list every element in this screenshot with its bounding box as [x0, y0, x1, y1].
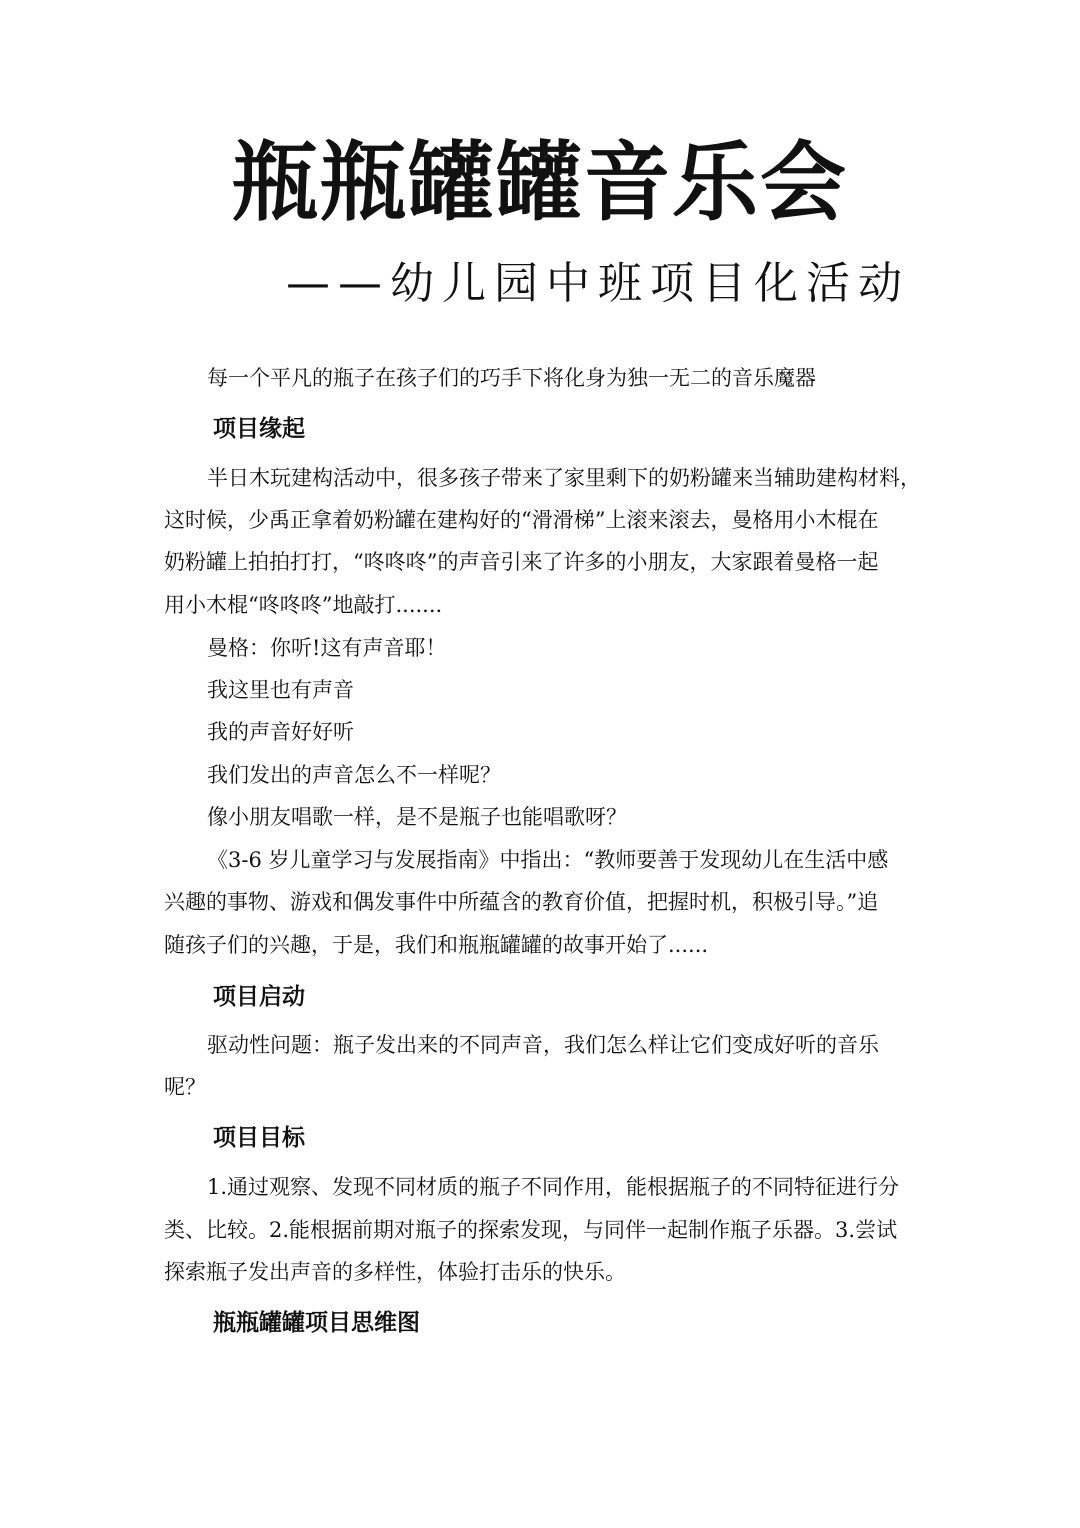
paragraph-line: 1.通过观察、发现不同材质的瓶子不同作用，能根据瓶子的不同特征进行分 [207, 1175, 900, 1199]
paragraph-line: 类、比较。2.能根据前期对瓶子的探索发现，与同伴一起制作瓶子乐器。3.尝试 [164, 1218, 898, 1242]
dialogue-line: 曼格：你听!这有声音耶！ [207, 636, 447, 660]
paragraph-line: 奶粉罐上拍拍打打，“咚咚咚”的声音引来了许多的小朋友，大家跟着曼格一起 [164, 550, 879, 574]
dialogue-line: 像小朋友唱歌一样，是不是瓶子也能唱歌呀？ [207, 805, 627, 829]
dialogue-line: 我们发出的声音怎么不一样呢？ [207, 763, 501, 787]
heading-project-launch: 项目启动 [213, 984, 305, 1010]
paragraph-line: 随孩子们的兴趣，于是，我们和瓶瓶罐罐的故事开始了...... [164, 933, 709, 957]
intro-paragraph: 每一个平凡的瓶子在孩子们的巧手下将化身为独一无二的音乐魔器 [207, 366, 816, 390]
paragraph-line: 呢？ [164, 1075, 206, 1099]
paragraph-line: 驱动性问题：瓶子发出来的不同声音，我们怎么样让它们变成好听的音乐 [207, 1033, 879, 1057]
paragraph-line: 探索瓶子发出声音的多样性，体验打击乐的快乐。 [164, 1260, 626, 1284]
document-title: 瓶瓶罐罐音乐会 [232, 132, 848, 233]
heading-mind-map: 瓶瓶罐罐项目思维图 [213, 1310, 420, 1336]
dialogue-line: 我的声音好好听 [207, 720, 354, 744]
paragraph-line: 半日木玩建构活动中，很多孩子带来了家里剩下的奶粉罐来当辅助建构材料， [207, 466, 921, 490]
paragraph-line: 这时候，少禹正拿着奶粉罐在建构好的“滑滑梯”上滚来滚去，曼格用小木棍在 [164, 508, 879, 532]
heading-project-goals: 项目目标 [213, 1125, 305, 1151]
document-subtitle: ——幼儿园中班项目化活动 [286, 258, 910, 309]
heading-project-origin: 项目缘起 [213, 416, 305, 442]
paragraph-line: 用小木棍“咚咚咚”地敲打....... [164, 593, 443, 617]
dialogue-line: 我这里也有声音 [207, 678, 354, 702]
paragraph-line: 兴趣的事物、游戏和偶发事件中所蕴含的教育价值，把握时机，积极引导。”追 [164, 890, 879, 914]
paragraph-line: 《3-6 岁儿童学习与发展指南》中指出：“教师要善于发现幼儿在生活中感 [207, 848, 889, 872]
